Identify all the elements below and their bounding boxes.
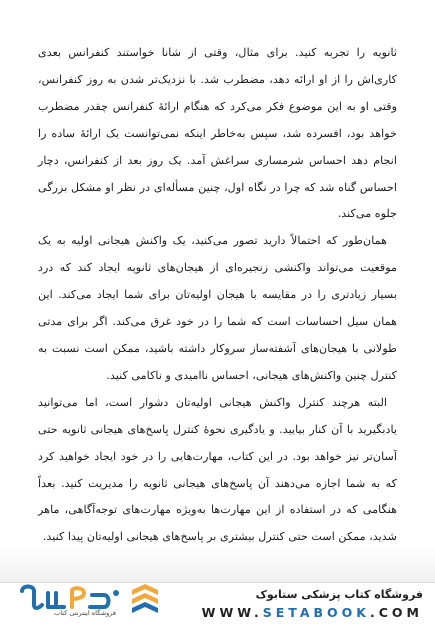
paragraph-2: همان‌طور که احتمالاً دارید تصور می‌کنید، یک واکنش هیجانی اولیه به یک موقعیت می‌تواند واکنشی زنجیره‌ای از هیجان‌های ثانویه ایجاد کند که درد بسیار زیادتری را در مقایسه با هیجان اولیه‌تان برای شما ایجاد می‌کند. این همان سیل احساسات است که شما را در خود غرق می‌کند. اگر برای مدتی طولانی با هیجان‌های آشفته‌ساز سروکار داشته باشید، ممکن است نسبت به کنترل چنین واکنش‌های هیجانی، احساس ناامیدی و ناکامی کنید. xyxy=(38,234,397,382)
url-prefix: WWW. xyxy=(201,605,263,620)
paragraph-3: البته هرچند کنترل واکنش هیجانی اولیه‌تان دشوار است، اما می‌توانید یادبگیرید با آن کنار بیایید. و یادگیری نحوهٔ کنترل پاسخ‌های هیجانی ثانویه حتی آسان‌تر نیز خواهد بود. در این کتاب، مهارت‌هایی را در خود ایجاد خواهید کرد که به شما اجازه می‌دهند آن پاسخ‌های هیجانی ثانویه را مدیریت کنید. بعداً هنگامی که در استفاده از این مهارت‌ها به‌ویژه مهارت‌های توجه‌آگاهی، ماهر شدید، ممکن است حتی کنترل بیشتری بر پاسخ‌های هیجانی اولیه‌تان پیدا کنید. xyxy=(38,395,397,544)
store-name: فروشگاه کتاب پزشکی ستابوک xyxy=(255,588,423,601)
logo-subtitle: فروشگاه اینترنتی کتاب xyxy=(54,609,116,617)
setabook-logo xyxy=(14,583,124,623)
paragraph-1: ثانویه را تجربه کنید. برای مثال، وقتی از شانا خواستند کنفرانس بعدی کاری‌اش را از او ارائه دهد، مضطرب شد. با نزدیک‌تر شدن به روز کنفرانس، وقتی او به این موضوع فکر می‌کرد که هنگام ارائهٔ کنفرانس چقدر مضطرب خواهد بود، افسرده شد، سپس به‌خاطر اینکه نمی‌توانست یک ارائهٔ ساده را انجام دهد احساس شرمساری سراغش آمد. یک روز بعد از کنفرانس، دچار احساس گناه شد که چرا در نگاه اول، چنین مسأله‌ای در نظر او مشکل بزرگی جلوه می‌کند. xyxy=(38,46,397,221)
site-url[interactable] xyxy=(202,605,423,620)
url-suffix: .COM xyxy=(370,605,423,620)
page-bottom-shadow xyxy=(0,545,435,585)
stacked-books-chevron-icon xyxy=(130,584,160,620)
page-body-text xyxy=(38,40,397,551)
url-brand: SETABOOK xyxy=(262,605,370,620)
